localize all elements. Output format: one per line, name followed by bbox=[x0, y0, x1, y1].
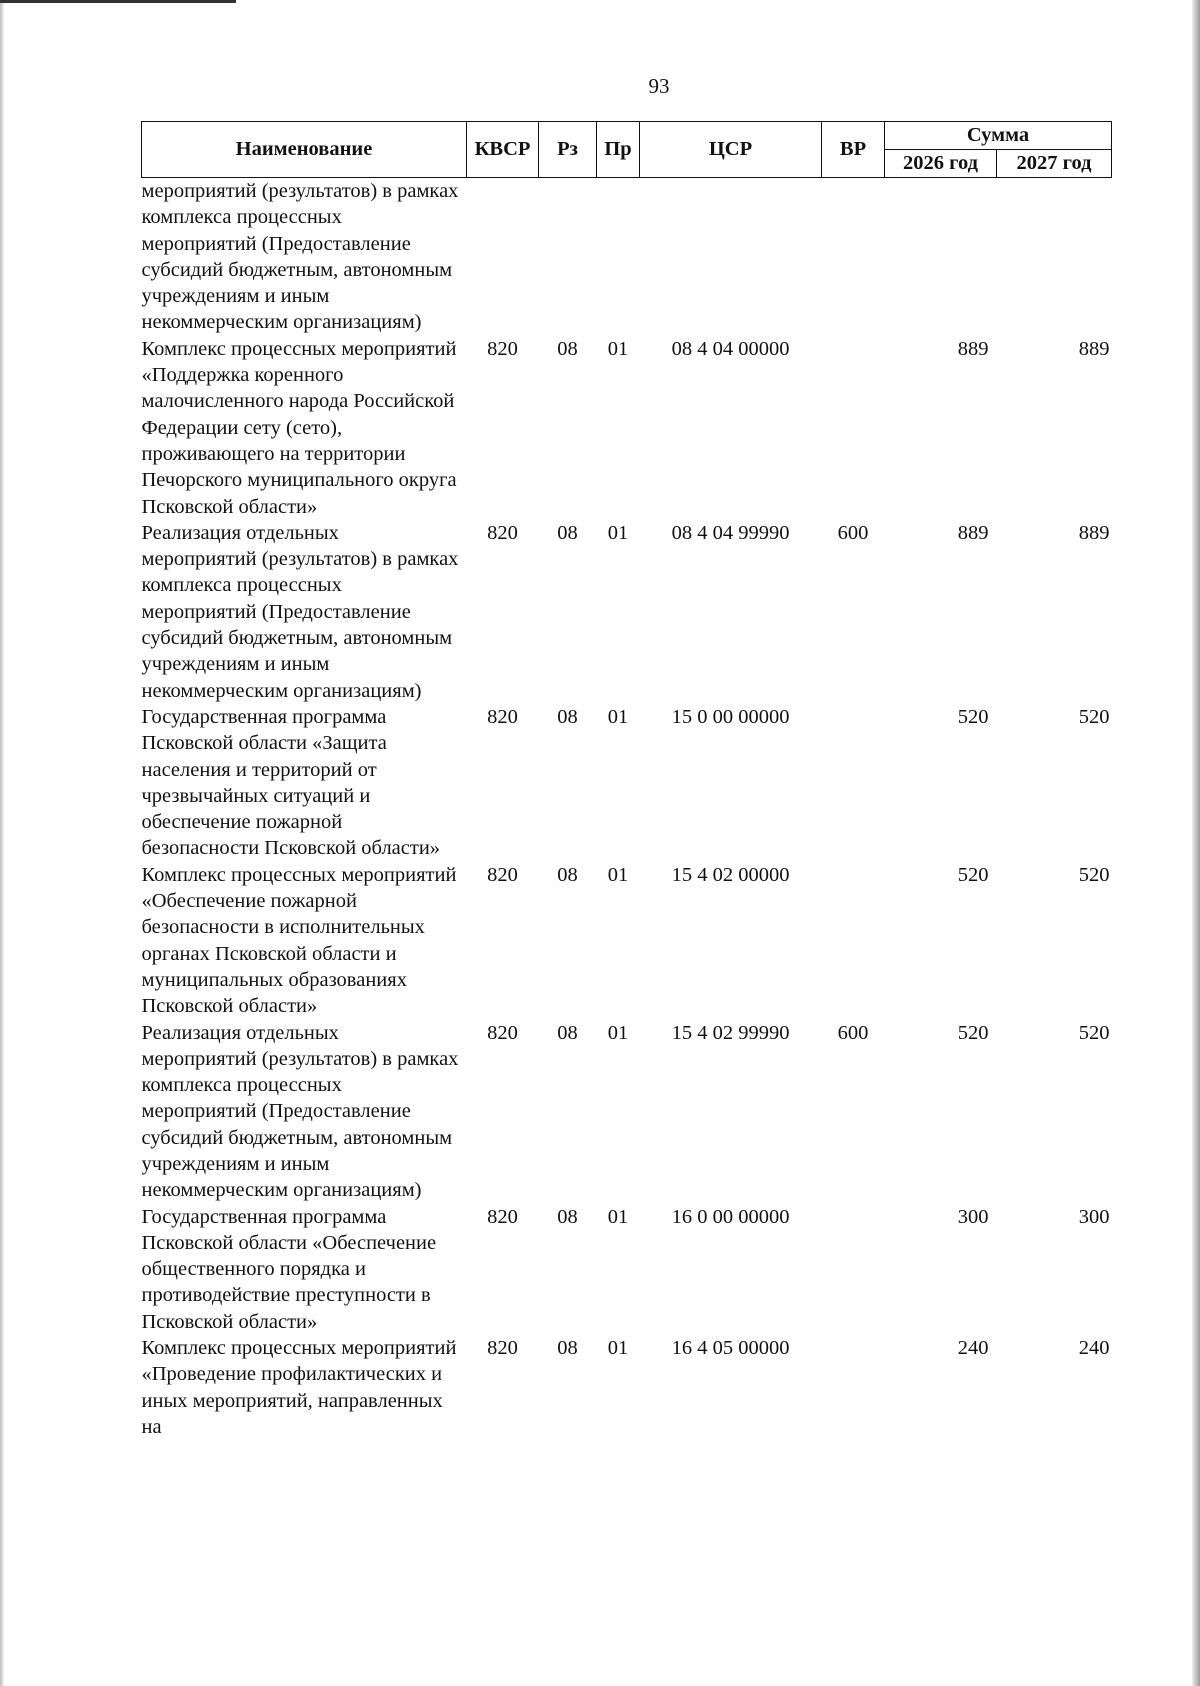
cell-pr: 01 bbox=[607, 705, 629, 728]
table-row bbox=[142, 704, 1112, 862]
cell-kvsr: 820 bbox=[487, 863, 518, 886]
table-row bbox=[142, 1204, 1112, 1335]
cell-name: Комплекс процессных мероприятий «Обеспечение пожарной безопасности в исполнительных органах Псковской области и муниципальных образованиях Псковской области» bbox=[141, 863, 457, 1018]
header-csr: ЦСР bbox=[640, 122, 822, 178]
cell-pr bbox=[597, 178, 640, 336]
budget-table bbox=[141, 121, 1112, 1440]
cell-pr: 01 bbox=[607, 863, 629, 886]
cell-sum-2027: 520 bbox=[1078, 705, 1110, 728]
cell-pr: 01 bbox=[607, 1337, 629, 1360]
cell-vr: 600 bbox=[837, 1021, 869, 1044]
cell-rz: 08 bbox=[557, 1337, 578, 1360]
cell-kvsr: 820 bbox=[487, 337, 518, 360]
cell-kvsr: 820 bbox=[487, 521, 518, 544]
cell-rz bbox=[539, 178, 597, 336]
cell-sum-2026: 300 bbox=[957, 1205, 989, 1228]
cell-csr bbox=[640, 178, 822, 336]
cell-csr: 16 4 05 00000 bbox=[671, 1337, 790, 1360]
table-row bbox=[142, 1020, 1112, 1204]
cell-csr: 08 4 04 99990 bbox=[671, 521, 790, 544]
header-vr: ВР bbox=[822, 122, 885, 178]
cell-sum-2026: 520 bbox=[957, 1021, 989, 1044]
cell-pr: 01 bbox=[607, 521, 629, 544]
cell-rz: 08 bbox=[557, 521, 578, 544]
cell-name: мероприятий (результатов) в рамках комплекса процессных мероприятий (Предоставление субсидий бюджетным, автономным учреждениям и иным некоммерческим организациям) bbox=[141, 180, 459, 334]
cell-sum-2027: 240 bbox=[1078, 1337, 1110, 1360]
cell-rz: 08 bbox=[557, 1021, 578, 1044]
cell-vr bbox=[822, 1204, 885, 1335]
cell-sum-2026: 520 bbox=[957, 705, 989, 728]
cell-rz: 08 bbox=[557, 705, 578, 728]
table-row bbox=[142, 1335, 1112, 1440]
cell-pr: 01 bbox=[607, 1205, 629, 1228]
cell-kvsr: 820 bbox=[487, 1205, 518, 1228]
cell-csr: 08 4 04 00000 bbox=[671, 337, 790, 360]
cell-vr bbox=[822, 178, 885, 336]
scan-edge-left bbox=[0, 0, 4, 1686]
header-year-2027: 2027 год bbox=[997, 150, 1112, 178]
cell-csr: 15 4 02 99990 bbox=[671, 1021, 790, 1044]
cell-pr: 01 bbox=[607, 337, 629, 360]
cell-kvsr bbox=[467, 178, 539, 336]
cell-csr: 16 0 00 00000 bbox=[671, 1205, 790, 1228]
cell-name: Государственная программа Псковской области «Обеспечение общественного порядка и противодействие преступности в Псковской области» bbox=[141, 1205, 437, 1333]
table-row bbox=[142, 862, 1112, 1020]
header-sum: Сумма bbox=[885, 122, 1112, 150]
cell-sum-2026: 240 bbox=[957, 1337, 989, 1360]
table-header bbox=[142, 122, 1112, 178]
cell-sum-2026: 889 bbox=[957, 521, 989, 544]
cell-vr bbox=[822, 862, 885, 1020]
cell-sum-2027: 300 bbox=[1078, 1205, 1110, 1228]
scan-top-mark bbox=[0, 0, 236, 3]
cell-sum-2026 bbox=[885, 178, 997, 336]
cell-vr bbox=[822, 1335, 885, 1440]
page-number: 93 bbox=[648, 74, 670, 98]
table-row bbox=[142, 520, 1112, 704]
cell-vr bbox=[822, 336, 885, 520]
header-name: Наименование bbox=[142, 122, 467, 178]
table-row bbox=[142, 178, 1112, 336]
header-pr: Пр bbox=[597, 122, 640, 178]
cell-rz: 08 bbox=[557, 1205, 578, 1228]
cell-name: Реализация отдельных мероприятий (результатов) в рамках комплекса процессных мероприятий (Предоставление субсидий бюджетным, автономным учреждениям и иным некоммерческим организациям) bbox=[141, 521, 459, 702]
cell-sum-2026: 520 bbox=[957, 863, 989, 886]
header-kvsr: КВСР bbox=[467, 122, 539, 178]
cell-csr: 15 4 02 00000 bbox=[671, 863, 790, 886]
scan-edge-right bbox=[1192, 0, 1200, 1686]
cell-rz: 08 bbox=[557, 337, 578, 360]
cell-kvsr: 820 bbox=[487, 1337, 518, 1360]
cell-sum-2027: 889 bbox=[1078, 337, 1110, 360]
cell-sum-2027: 889 bbox=[1078, 521, 1110, 544]
cell-pr: 01 bbox=[607, 1021, 629, 1044]
header-rz: Рз bbox=[539, 122, 597, 178]
cell-kvsr: 820 bbox=[487, 705, 518, 728]
cell-sum-2027: 520 bbox=[1078, 863, 1110, 886]
cell-rz: 08 bbox=[557, 863, 578, 886]
cell-vr: 600 bbox=[837, 521, 869, 544]
cell-sum-2027: 520 bbox=[1078, 1021, 1110, 1044]
cell-name: Комплекс процессных мероприятий «Проведение профилактических и иных мероприятий, направленных на bbox=[141, 1337, 457, 1438]
cell-sum-2027 bbox=[997, 178, 1112, 336]
table-body bbox=[142, 178, 1112, 1441]
cell-vr bbox=[822, 704, 885, 862]
header-year-2026: 2026 год bbox=[885, 150, 997, 178]
cell-name: Реализация отдельных мероприятий (результатов) в рамках комплекса процессных мероприятий (Предоставление субсидий бюджетным, автономным учреждениям и иным некоммерческим организациям) bbox=[141, 1021, 459, 1202]
cell-csr: 15 0 00 00000 bbox=[671, 705, 790, 728]
cell-kvsr: 820 bbox=[487, 1021, 518, 1044]
cell-name: Государственная программа Псковской области «Защита населения и территорий от чрезвычайных ситуаций и обеспечение пожарной безопасности Псковской области» bbox=[141, 705, 441, 860]
cell-sum-2026: 889 bbox=[957, 337, 989, 360]
cell-name: Комплекс процессных мероприятий «Поддержка коренного малочисленного народа Российской Федерации сету (сето), проживающего на территории Печорского муниципального округа Псковской области» bbox=[141, 337, 457, 518]
table-row bbox=[142, 336, 1112, 520]
